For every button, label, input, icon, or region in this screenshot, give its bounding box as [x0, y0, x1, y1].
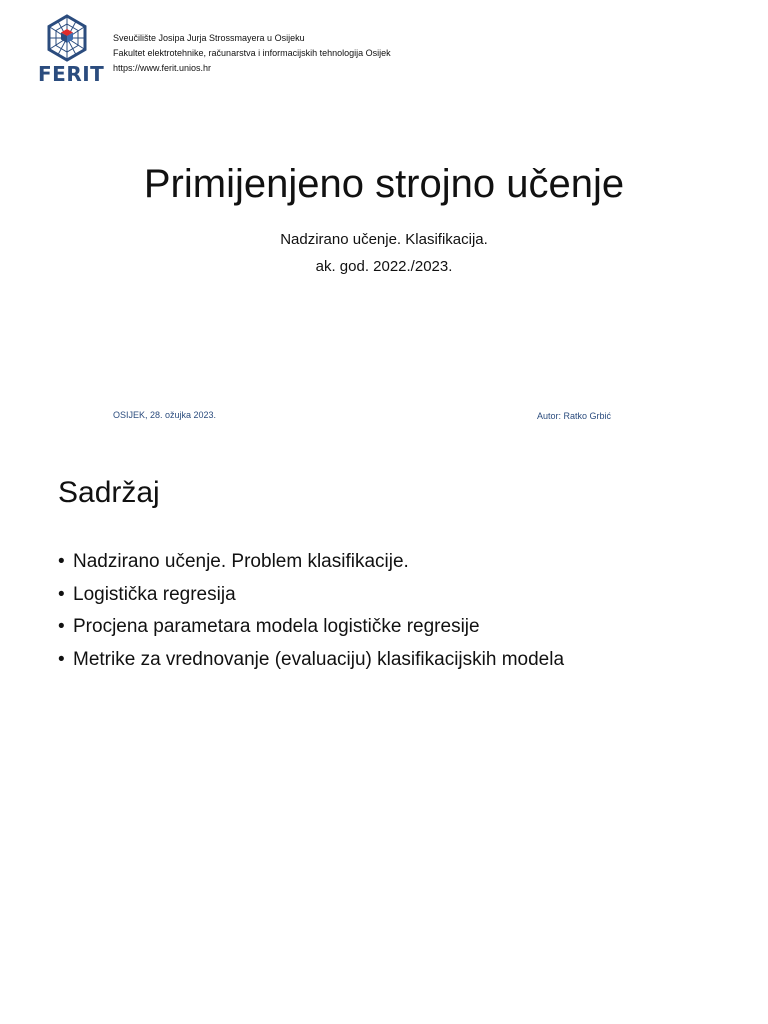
subtitle — [0, 226, 768, 280]
footer-author: Autor: Ratko Grbić — [536, 411, 611, 421]
list-item — [58, 579, 564, 612]
list-item-text: Procjena parametara modela logističke regresije — [73, 616, 480, 637]
bullet: • — [58, 616, 65, 637]
list-item — [58, 611, 564, 644]
footer-date: OSIJEK, 28. ožujka 2023. — [113, 410, 217, 420]
logo-text: FERIT — [38, 62, 105, 86]
contents-list — [58, 546, 564, 676]
faculty-name: Fakultet elektrotehnike, računarstva i informacijskih tehnologija Osijek — [113, 48, 391, 58]
subtitle-academic-year: ak. god. 2022./2023. — [315, 258, 453, 275]
institution-block — [113, 31, 391, 76]
title-slide — [0, 0, 768, 440]
slide-title: Primijenjeno strojno učenje — [143, 162, 625, 206]
bullet: • — [58, 583, 65, 605]
ferit-hexagon-cube-icon — [46, 14, 88, 62]
bullet: • — [58, 551, 65, 572]
faculty-url: https://www.ferit.unios.hr — [113, 63, 212, 73]
list-item — [58, 546, 564, 579]
list-item-text: Metrike za vrednovanje (evaluaciju) klasifikacijskih modela — [73, 648, 565, 670]
contents-slide — [0, 448, 768, 1024]
bullet: • — [58, 648, 65, 670]
subtitle-topic: Nadzirano učenje. Klasifikacija. — [280, 231, 488, 248]
ferit-logo — [38, 14, 104, 88]
list-item-text: Nadzirano učenje. Problem klasifikacije. — [73, 551, 409, 572]
list-item — [58, 644, 564, 677]
list-item-text: Logistička regresija — [73, 583, 236, 605]
contents-title: Sadržaj — [58, 476, 160, 509]
university-name: Sveučilište Josipa Jurja Strossmayera u Osijeku — [113, 33, 305, 43]
